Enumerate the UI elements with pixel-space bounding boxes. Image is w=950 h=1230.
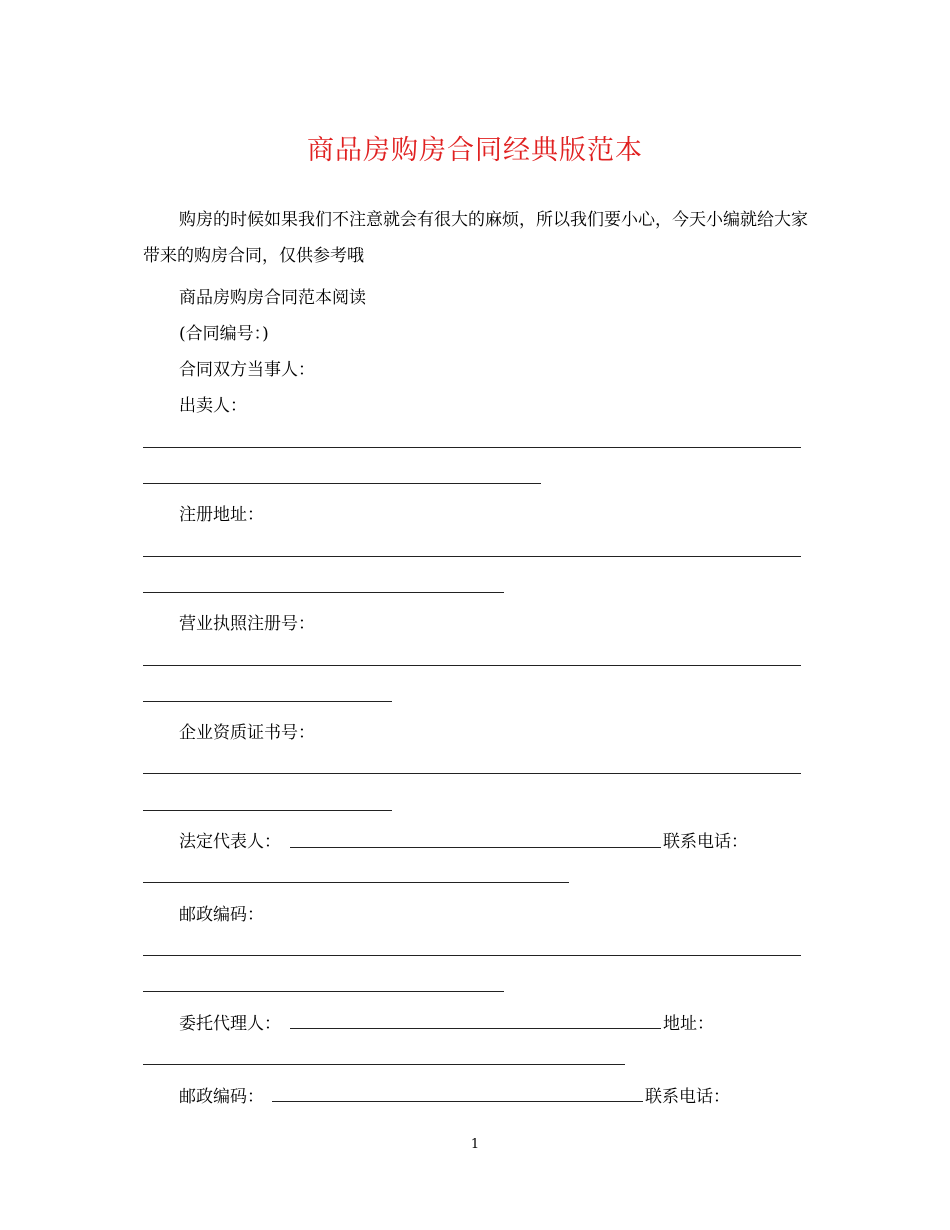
registered-address-label: 注册地址： bbox=[179, 505, 264, 525]
agent-blank bbox=[290, 1028, 661, 1029]
intro-paragraph bbox=[143, 202, 808, 274]
parties-label: 合同双方当事人： bbox=[179, 360, 315, 380]
page-number: 1 bbox=[470, 1137, 480, 1152]
subtitle: 商品房购房合同范本阅读 bbox=[179, 288, 366, 308]
legal-representative-label: 法定代表人： bbox=[179, 832, 281, 852]
seller-blank-line-1 bbox=[143, 447, 801, 448]
address-blank-line-2 bbox=[143, 592, 504, 593]
qualification-blank-line-1 bbox=[143, 773, 801, 774]
business-license-label: 营业执照注册号： bbox=[179, 614, 315, 634]
document-title: 商品房购房合同经典版范本 bbox=[307, 135, 643, 166]
qualification-blank-line-2 bbox=[143, 810, 392, 811]
license-blank-line-2 bbox=[143, 701, 392, 702]
phone-blank-1 bbox=[143, 882, 569, 883]
intro-text: 购房的时候如果我们不注意就会有很大的麻烦，所以我们要小心，今天小编就给大家带来的购房合同，仅供参考哦 bbox=[143, 210, 808, 266]
phone-label-2: 联系电话： bbox=[645, 1087, 730, 1107]
phone-label-1: 联系电话： bbox=[663, 832, 748, 852]
address-blank bbox=[143, 1064, 625, 1065]
contract-number-label: (合同编号：) bbox=[179, 324, 269, 344]
postcode-label-2: 邮政编码： bbox=[179, 1087, 264, 1107]
license-blank-line-1 bbox=[143, 665, 801, 666]
legal-rep-blank bbox=[290, 847, 661, 848]
qualification-label: 企业资质证书号： bbox=[179, 723, 315, 743]
postcode-blank-line-2 bbox=[143, 991, 504, 992]
agent-label: 委托代理人： bbox=[179, 1014, 281, 1034]
seller-blank-line-2 bbox=[143, 483, 541, 484]
postcode-blank-line-1 bbox=[143, 955, 801, 956]
postcode-blank-2 bbox=[272, 1101, 643, 1102]
address-label: 地址： bbox=[663, 1014, 714, 1034]
seller-label: 出卖人： bbox=[179, 396, 247, 416]
address-blank-line-1 bbox=[143, 556, 801, 557]
postcode-label-1: 邮政编码： bbox=[179, 905, 264, 925]
